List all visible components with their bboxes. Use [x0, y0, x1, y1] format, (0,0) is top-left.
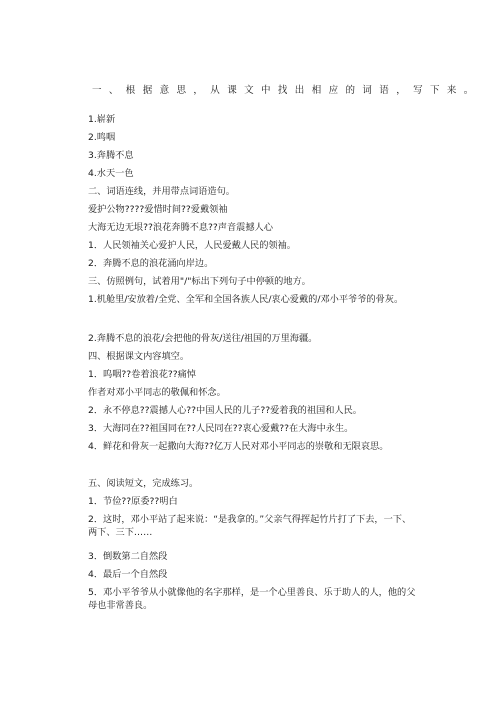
section-1-heading: 一、根据意思，从课文中找出相应的词语，写下来。: [92, 85, 481, 96]
fill-4-1-note: 作者对邓小平同志的敬佩和怀念。: [88, 387, 226, 398]
answer-1-3: 3.奔腾不息: [88, 150, 134, 161]
section-4-heading: 四、根据课文内容填空。: [88, 351, 190, 362]
reading-5-1: 1．节俭??原委??明白: [88, 496, 178, 507]
fill-4-4: 4．鲜花和骨灰一起撒向大海??亿万人民对邓小平同志的崇敬和无限哀思。: [88, 441, 389, 452]
reading-5-4: 4．最后一个自然段: [88, 569, 168, 580]
answer-1-1: 1.崭新: [88, 114, 116, 125]
answer-1-4: 4.水天一色: [88, 168, 134, 179]
pause-sentence-2: 2.奔腾不息的浪花/会把他的骨灰/送往/祖国的万里海疆。: [88, 333, 318, 344]
section-2-heading: 二、词语连线，并用带点词语造句。: [88, 186, 235, 197]
sentence-2-1: 1．人民领袖关心爱护人民，人民爱戴人民的领袖。: [88, 240, 296, 251]
word-match-row-1: 爱护公物????爱惜时间??爱戴领袖: [88, 204, 228, 215]
answer-1-2: 2.鸣咽: [88, 132, 116, 143]
reading-5-2: 2．这时，邓小平站了起来说：“是我拿的。”父亲气得挥起竹片打了下去，一下、两下、三下……: [88, 514, 412, 538]
section-3-heading: 三、仿照例句，试着用"/"标出下列句子中停顿的地方。: [88, 276, 311, 287]
fill-4-3: 3．大海同在??祖国同在??人民同在??衷心爱戴??在大海中永生。: [88, 423, 354, 434]
reading-5-3: 3．倒数第二自然段: [88, 551, 168, 562]
sentence-2-2: 2．奔腾不息的浪花涌向岸边。: [88, 258, 214, 269]
word-match-row-2: 大海无边无垠??浪花奔腾不息??声音震撼人心: [88, 222, 273, 233]
reading-5-5: 5．邓小平爷爷从小就像他的名字那样，是一个心里善良、乐于助人的人，他的父母也非常善良。: [88, 587, 416, 611]
fill-4-2: 2．永不停息??震撼人心??中国人民的儿子??爱着我的祖国和人民。: [88, 405, 362, 416]
section-5-heading: 五、阅读短文，完成练习。: [88, 478, 199, 489]
pause-sentence-1: 1.机舱里/安放着/全党、全军和全国各族人民/衷心爱戴的/邓小平爷爷的骨灰。: [88, 294, 404, 305]
fill-4-1: 1．呜咽??卷着浪花??痛悼: [88, 369, 197, 380]
